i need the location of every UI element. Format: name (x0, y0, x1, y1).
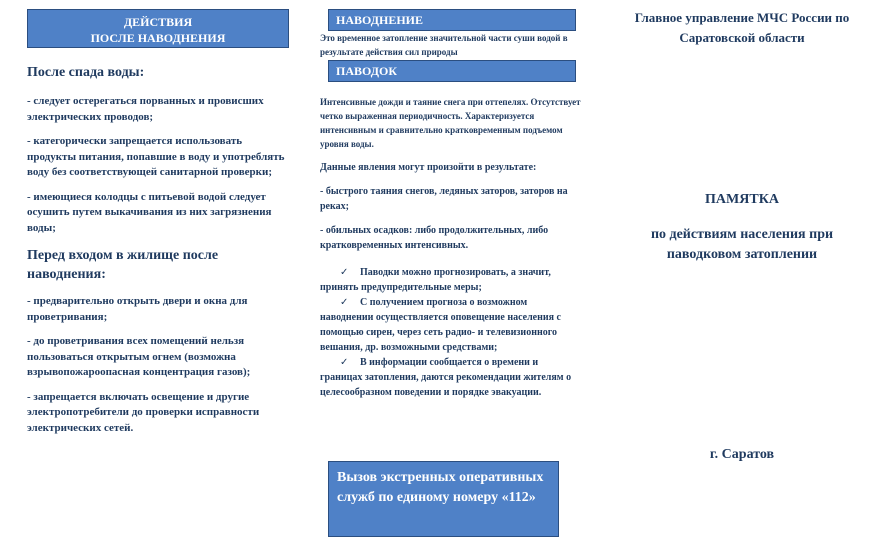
after-water-item: - имеющиеся колодцы с питьевой водой следует осушить путем выкачивания из них загрязнения воды; (27, 190, 272, 234)
highwater-header: ПАВОДОК (328, 60, 576, 82)
after-water-item: - категорически запрещается использовать продукты питания, попавшие в воду и употреблять воду без соответствующей санитарной проверки; (27, 135, 285, 178)
flood-header: НАВОДНЕНИЕ (328, 9, 576, 31)
cause-item: - обильных осадков: либо продолжительных, либо кратковременных интенсивных. (320, 225, 549, 251)
before-entering-item: - запрещается включать освещение и другие электропотребители до проверки исправности электрических сетей. (27, 390, 260, 434)
highwater-definition: Интенсивные дожди и таяние снега при оттепелях. Отсутствует четко выраженная периодичность. Характеризуется интенсивным и сравнительно кратковременным подъемом уровня воды. (320, 97, 581, 149)
check-list-item (320, 295, 582, 355)
city-name: г. Саратов (709, 447, 775, 462)
before-entering-item: - до проветривания всех помещений нельзя пользоваться открытым огнем (возможна взрывопожароопасная концентрация газов); (27, 335, 251, 378)
section-before-entering-title: Перед входом в жилище после наводнения: (27, 248, 219, 282)
after-flood-column (27, 63, 289, 436)
after-flood-header-line2: ПОСЛЕ НАВОДНЕНИЯ (90, 31, 226, 45)
checkmark-icon: ✓ (340, 267, 349, 278)
checkmark-icon: ✓ (340, 297, 349, 308)
flood-definition: Это временное затопление значительной части суши водой в результате действия сил природы (320, 33, 568, 57)
check-list-text: Паводки можно прогнозировать, а значит, принять предупредительные меры; (320, 267, 551, 293)
memo-title: ПАМЯТКА (705, 192, 779, 207)
check-list-text: С получением прогноза о возможном наводнении осуществляется оповещение населения с помощью сирен, через сеть радио- и телевизионного вешания, др. возможными средствами; (320, 297, 561, 353)
after-flood-header-line1: ДЕЙСТВИЯ (123, 15, 193, 29)
cause-item: - быстрого таяния снегов, ледяных заторов, заторов на реках; (320, 186, 568, 212)
check-list-item (320, 355, 582, 400)
check-list-item (320, 265, 582, 295)
organization-name: Главное управление МЧС России по Саратовской области (634, 10, 850, 45)
after-water-item: - следует остерегаться порванных и провисших электрических проводов; (27, 95, 264, 123)
highwater-column (320, 95, 582, 400)
check-list-text: В информации сообщается о времени и границах затопления, даются рекомендации жителям о целесообразном поведении и порядке эвакуации. (320, 357, 572, 398)
section-after-water-title: После спада воды: (27, 65, 145, 80)
before-entering-item: - предварительно открыть двери и окна для проветривания; (27, 295, 248, 323)
causes-intro: Данные явления могут произойти в результате: (320, 162, 537, 173)
checkmark-icon: ✓ (340, 357, 349, 368)
after-flood-header (27, 9, 289, 48)
memo-subtitle: по действиям населения при паводковом затоплении (650, 227, 834, 262)
emergency-number-box: Вызов экстренных оперативных служб по единому номеру «112» (328, 461, 559, 537)
